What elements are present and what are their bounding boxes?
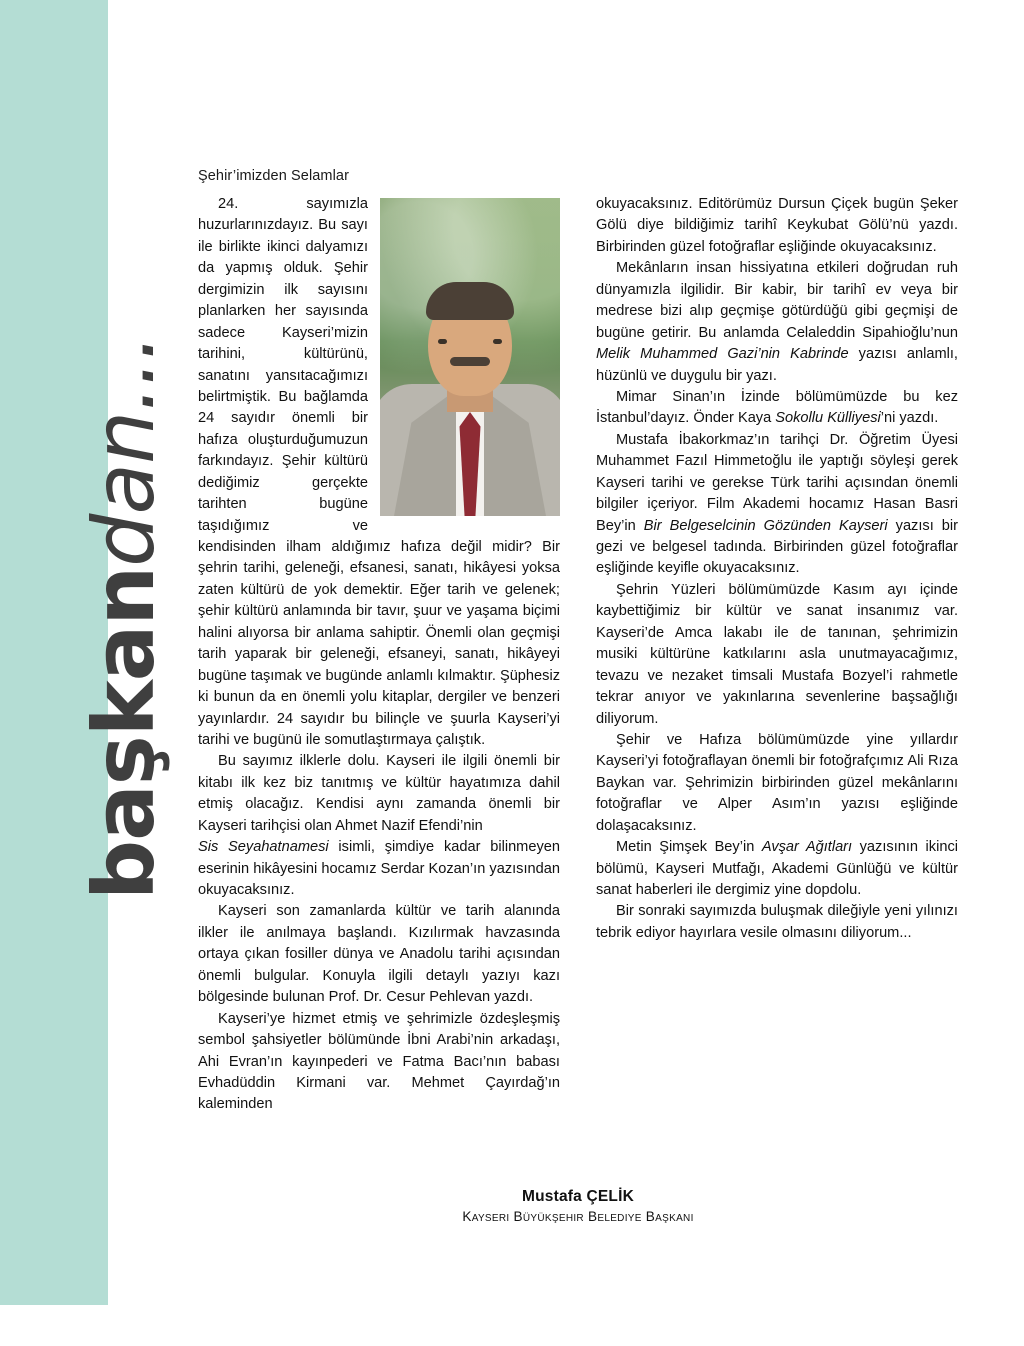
- paragraph: [198, 837, 560, 901]
- paragraph: Bir sonraki sayımızda buluşmak dileğiyle yeni yılınızı tebrik ediyor hayırlara vesile olmasını diliyorum...: [596, 903, 958, 941]
- paragraph: Bu sayımız ilklerle dolu. Kayseri ile ilgili önemli bir kitabı ilk kez biz tanıtmış ve kültür hayatımıza dahil etmiş olacağız. Kendisi aynı zamanda önemli bir Kayseri tarihçisi olan Ahmet Nazif Efendi’nin: [198, 753, 560, 834]
- photo-hair: [426, 282, 514, 320]
- paragraph: Şehir ve Hafıza bölümümüzde yine yıllardır Kayseri’yi fotoğraflayan önemli bir fotoğrafçımız Ali Rıza Baykan var. Şehrimizin birbirinden güzel mekânlarını fotoğraflar ve Alper Asım’ın yazısı eşliğinde dolaşacaksınız.: [596, 731, 958, 834]
- article-title-italic: Bir Belgeselcinin Gözünden Kayseri: [643, 517, 888, 534]
- photo-moustache: [450, 357, 490, 366]
- paragraph-text: Mustafa İbakorkmaz’ın tarihçi Dr. Öğretim Üyesi Muhammet Fazıl Himmetoğlu ile yaptığı söyleşi gerek Kayseri tarihi ve gerekse Türk tarihi açısından önemli bilgiler içeriyor. Film Akademi hocamız Hasan Basri Bey’in: [596, 431, 958, 534]
- paragraph: Şehrin Yüzleri bölümümüzde Kasım ayı içinde kaybettiğimiz bir kültür ve sanat insanımız var. Kayseri’de Amca lakabı ile de tanınan, şehrimizin musiki kültürüne katkılarını asla unutmayacağımız, tevazu ve nezaket timsali Mustafa Bozyel’i rahmetle tekrar anıyor ve yakınlarına sevenlerine başsağlığı diliyorum.: [596, 581, 958, 727]
- paragraph-text: ’ni yazdı.: [880, 410, 939, 427]
- paragraph-text: yazısı anlamlı, hüzünlü ve duygulu bir yazı.: [596, 346, 958, 384]
- paragraph: okuyacaksınız. Editörümüz Dursun Çiçek bugün Şeker Gölü diye bildiğimiz tarihî Keykubat Gölü’nü yazdı. Birbirinden güzel fotoğraflar eşliğinde okuyacaksınız.: [596, 196, 958, 255]
- paragraph-text: yazısının ikinci bölümü, Kayseri Mutfağı, Akademi Günlüğü ve kültür sanat haberleri ile dergimiz yine dopdolu.: [596, 839, 958, 898]
- paragraph: [596, 258, 958, 387]
- book-title-italic: Sis Seyahatnamesi: [198, 839, 329, 856]
- article-body: [198, 168, 958, 1113]
- paragraph-text: isimli, şimdiye kadar bilinmeyen eserinin hikâyesini hocamız Serdar Kozan’ın yazısından okuyacaksınız.: [198, 839, 560, 898]
- photo-eye-right: [493, 339, 502, 344]
- paragraph-text: Mekânların insan hissiyatına etkileri doğrudan ruh dünyamızla ilgilidir. Bir kabir, bir tarihî ev veya bir medrese bizi alıp geçmişe götürdüğü gibi geçmişi de bugüne getirir. Bu anlamda Celaleddin Sipahioğlu’nun: [596, 260, 958, 341]
- paragraph-text: Mimar Sinan’ın İzinde bölümümüzde bu kez İstanbul’dayız. Önder Kaya: [596, 388, 958, 427]
- signature-name: Mustafa ÇELİK: [522, 1188, 634, 1205]
- signature-role: Kayseri Büyükşehir Belediye Başkanı: [462, 1209, 694, 1224]
- article-title-italic: Avşar Ağıtları: [761, 839, 853, 856]
- paragraph: [596, 387, 958, 430]
- paragraph: 24. sayımızla huzurlarınızdayız. Bu sayı ile birlikte ikinci dalyamızı da yapmış olduk. Şehir dergimizin ilk sayısını planlarken her sayısında sadece Kayseri’mizin tarihini, kültürünü, sanatını yansıtacağımızı belirtmiştik. Bu bağlamda 24 sayıdır önemli bir hafıza oluşturduğumuzun farkındayız. Şehir kültürü dediğimiz gerçekte tarihten bugüne taşıdığımız ve kendisinden ilham aldığımız hafıza değil midir? Bir şehrin tarihi, geleneği, efsanesi, sanatı, hikâyesi yoksa zaten kültürü de yok demektir. Eğer tarih ve gelenek; şehir kültürü anlamında bir tavır, şuur ve yaşama biçimi halini alıyorsa bir anlama sahiptir. Önemli olan geçmişi tarih yaparak bir geleneği, efsaneyi, sanatı, hikâyeyi bugüne taşımak ve bugünde anlamlı kılmaktır. Şüphesiz ki bunun da en önemli yolu kitaplar, dergiler ve benzeri yayınlardır. 24 sayıdır bu bilinçle ve şuurla Kayseri’yi tarihi ve bugünü ile somutlaştırmaya çalıştık.: [198, 196, 560, 748]
- portrait-photo: [380, 198, 560, 516]
- paragraph-text: yazısı bir gezi ve belgesel tadında. Birbirinden güzel fotoğraflar eşliğinde keyifle okuyacaksınız.: [596, 517, 958, 577]
- article-kicker: Şehir’imizden Selamlar: [198, 168, 350, 184]
- paragraph: Kayseri’ye hizmet etmiş ve şehrimizle özdeşleşmiş sembol şahsiyetler bölümünde İbni Arabi’nin arkadaşı, Ahi Evran’ın kayınpederi ve Fatma Bacı’nın babası Evhadüddin Kirmani var. Mehmet Çayırdağ’ın kaleminden: [198, 1010, 560, 1113]
- article-title-italic: Melik Muhammed Gazi’nin Kabrinde: [596, 346, 849, 363]
- accent-band: [0, 0, 108, 1305]
- signature-block: [198, 1188, 958, 1224]
- column-left: [198, 194, 560, 1116]
- paragraph: Kayseri son zamanlarda kültür ve tarih alanında ilkler ile anılmaya başlandı. Kızılırmak havzasında ortaya çıkan fosiller dünya ve Anadolu tarihi açısından önemli bulgular. Konuyla ilgili detaylı yazıyı kazı bölgesinde bulunan Prof. Dr. Cesur Pehlevan yazdı.: [198, 903, 560, 1006]
- paragraph: [596, 837, 958, 901]
- column-right: [596, 194, 958, 944]
- paragraph-text: Metin Şimşek Bey’in: [616, 839, 762, 856]
- paragraph: [596, 430, 958, 580]
- section-title-italic: dan...: [75, 334, 173, 567]
- article-title-italic: Sokollu Külliyesi: [775, 410, 881, 427]
- section-title-bold: başkan: [75, 566, 173, 900]
- photo-eye-left: [438, 339, 447, 344]
